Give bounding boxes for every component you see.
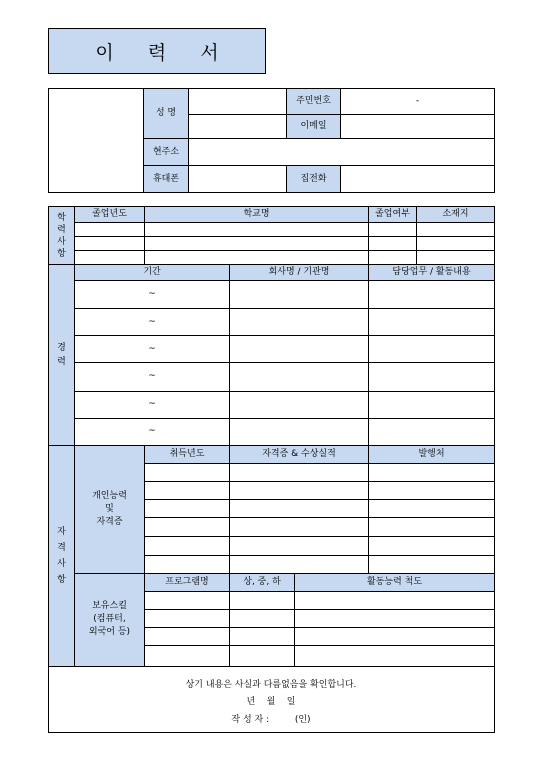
license-name-cell[interactable] [230,537,369,556]
ability-scale-header: 활동능력 척도 [295,574,495,592]
home-phone-field[interactable] [341,166,495,193]
career-period-cell[interactable]: ~ [75,418,230,445]
license-name-cell[interactable] [230,556,369,574]
mobile-label: 휴대폰 [144,166,189,193]
license-year-cell[interactable] [145,499,230,517]
education-cell[interactable] [75,223,145,237]
license-name-cell[interactable] [230,499,369,517]
license-issuer-cell[interactable] [369,463,495,481]
education-cell[interactable] [417,251,495,265]
career-section-label: 경력 [49,265,75,446]
period-header: 기간 [75,265,230,281]
school-name-header: 학교명 [145,207,369,223]
career-company-cell[interactable] [230,281,369,309]
personal-info-table [48,88,495,193]
license-issuer-cell[interactable] [369,481,495,499]
career-company-cell[interactable] [230,418,369,445]
document-title-text: 이 력 서 [95,41,233,64]
education-cell[interactable] [369,237,417,251]
license-issuer-cell[interactable] [369,537,495,556]
license-year-cell[interactable] [145,556,230,574]
duty-header: 담당업무 / 활동내용 [369,265,495,281]
career-duty-cell[interactable] [369,281,495,309]
education-cell[interactable] [369,223,417,237]
confirmation-signature: 작 성 자 : (인) [231,715,311,725]
career-qualification-table [48,264,495,733]
license-year-cell[interactable] [145,537,230,556]
career-company-cell[interactable] [230,336,369,363]
skill-program-cell[interactable] [145,610,230,628]
career-company-cell[interactable] [230,363,369,391]
license-issuer-cell[interactable] [369,556,495,574]
license-name-cell[interactable] [230,463,369,481]
address-label: 현주소 [144,139,189,166]
education-cell[interactable] [145,251,369,265]
qualifications-section-label: 자격사항 [49,445,75,666]
skill-program-cell[interactable] [145,646,230,666]
name-field-2[interactable] [189,115,287,139]
education-cell[interactable] [75,251,145,265]
skills-group-label: 보유스킬 (컴퓨터, 외국어 등) [75,574,145,666]
license-year-cell[interactable] [145,517,230,536]
skill-program-cell[interactable] [145,628,230,646]
company-header: 회사명 / 기관명 [230,265,369,281]
name-label: 성 명 [144,89,189,139]
education-cell[interactable] [75,237,145,251]
license-name-cell[interactable] [230,517,369,536]
confirmation-statement: 상기 내용은 사실과 다름없음을 확인합니다. [185,680,357,690]
program-name-header: 프로그램명 [145,574,230,592]
career-duty-cell[interactable] [369,363,495,391]
skill-scale-cell[interactable] [295,628,495,646]
career-duty-cell[interactable] [369,418,495,445]
career-period-cell[interactable]: ~ [75,336,230,363]
license-issuer-cell[interactable] [369,499,495,517]
proficiency-header: 상, 중, 하 [230,574,295,592]
mobile-field[interactable] [189,166,287,193]
education-cell[interactable] [369,251,417,265]
career-duty-cell[interactable] [369,391,495,418]
career-company-cell[interactable] [230,391,369,418]
email-label: 이메일 [287,115,341,139]
id-number-field[interactable]: - [341,89,495,115]
id-number-label: 주민번호 [287,89,341,115]
license-issuer-cell[interactable] [369,517,495,536]
home-phone-label: 집전화 [287,166,341,193]
skill-scale-cell[interactable] [295,592,495,610]
acquisition-year-header: 취득년도 [145,445,230,463]
skill-level-cell[interactable] [230,610,295,628]
career-period-cell[interactable]: ~ [75,363,230,391]
license-group-label: 개인능력 및 자격증 [75,445,145,573]
career-period-cell[interactable]: ~ [75,309,230,336]
career-duty-cell[interactable] [369,309,495,336]
skill-program-cell[interactable] [145,592,230,610]
career-duty-cell[interactable] [369,336,495,363]
confirmation-date: 년 월 일 [246,697,296,707]
education-cell[interactable] [145,237,369,251]
skill-level-cell[interactable] [230,628,295,646]
skill-level-cell[interactable] [230,592,295,610]
license-year-cell[interactable] [145,463,230,481]
education-cell[interactable] [417,223,495,237]
issuer-header: 발행처 [369,445,495,463]
education-cell[interactable] [417,237,495,251]
career-period-cell[interactable]: ~ [75,391,230,418]
name-field[interactable] [189,89,287,115]
career-period-cell[interactable]: ~ [75,281,230,309]
photo-box[interactable] [49,89,144,193]
location-header: 소재지 [417,207,495,223]
skill-scale-cell[interactable] [295,646,495,666]
education-cell[interactable] [145,223,369,237]
email-field[interactable] [341,115,495,139]
graduation-year-header: 졸업년도 [75,207,145,223]
license-name-cell[interactable] [230,481,369,499]
address-field[interactable] [189,139,495,166]
license-year-cell[interactable] [145,481,230,499]
graduation-status-header: 졸업여부 [369,207,417,223]
skill-level-cell[interactable] [230,646,295,666]
education-section-label: 학력사항 [49,207,75,265]
skill-scale-cell[interactable] [295,610,495,628]
career-company-cell[interactable] [230,309,369,336]
education-table [48,206,495,265]
license-award-header: 자격증 & 수상실적 [230,445,369,463]
document-title [48,28,266,74]
